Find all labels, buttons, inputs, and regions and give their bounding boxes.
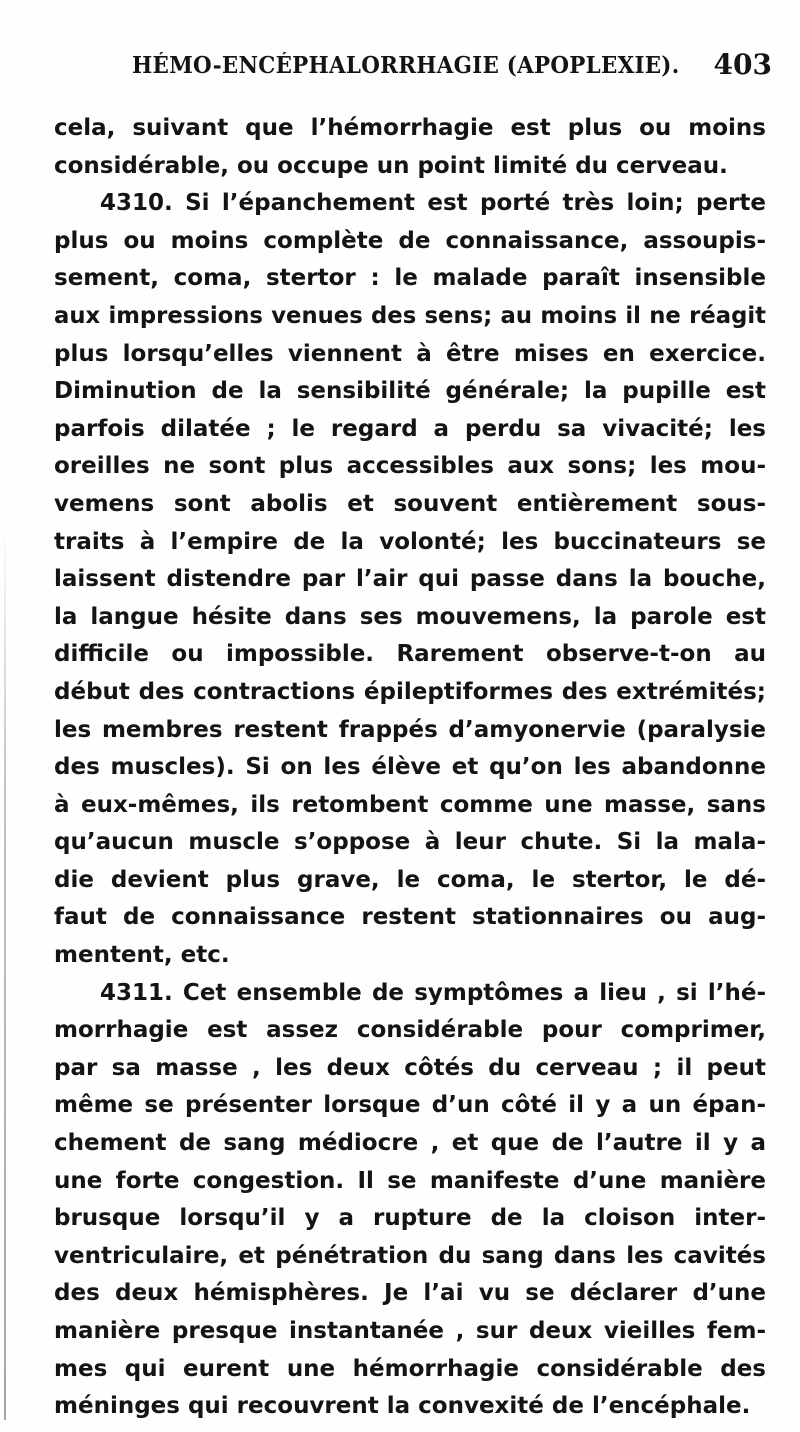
page-number: 403 bbox=[713, 48, 772, 81]
text-line: mes qui eurent une hémorrhagie considérable des bbox=[54, 1355, 766, 1382]
text-line: cela, suivant que l’hémorrhagie est plus ou moins bbox=[54, 115, 766, 141]
text-line: parfois dilatée ; le regard a perdu sa vivacité; les bbox=[54, 415, 766, 442]
text-line: les membres restent frappés d’amyonervie (paralysie bbox=[54, 716, 766, 743]
text-line: qu’aucun muscle s’oppose à leur chute. Si la mala- bbox=[54, 829, 766, 856]
text-line: des deux hémisphères. Je l’ai vu se déclarer d’une bbox=[54, 1280, 766, 1307]
paragraph-start-4311: 4311. Cet ensemble de symptômes a lieu , si l’hé- bbox=[100, 979, 766, 1006]
text-line: traits à l’empire de la volonté; les buccinateurs se bbox=[54, 528, 766, 555]
text-line: début des contractions épileptiformes des extrémités; bbox=[54, 678, 766, 705]
text-line: brusque lorsqu’il y a rupture de la cloison inter- bbox=[54, 1205, 766, 1232]
text-line: Diminution de la sensibilité générale; la pupille est bbox=[54, 378, 766, 405]
text-line: des muscles). Si on les élève et qu’on les abandonne bbox=[54, 754, 766, 781]
text-line: considérable, ou occupe un point limité du cerveau. bbox=[54, 152, 728, 179]
body-text bbox=[54, 110, 766, 1426]
text-line: même se présenter lorsque d’un côté il y a un épan- bbox=[54, 1092, 766, 1119]
text-line: oreilles ne sont plus accessibles aux sons; les mou- bbox=[54, 453, 766, 480]
text-line: mentent, etc. bbox=[54, 942, 230, 969]
text-line: chement de sang médiocre , et que de l’autre il y a bbox=[54, 1130, 766, 1157]
page-edge-shadow bbox=[4, 520, 6, 1420]
paragraph-start-4310: 4310. Si l’épanchement est porté très loin; perte bbox=[100, 190, 766, 217]
text-line: méninges qui recouvrent la convexité de l’encéphale. bbox=[54, 1393, 751, 1420]
text-line: die devient plus grave, le coma, le stertor, le dé- bbox=[54, 866, 766, 893]
text-line: sement, coma, stertor : le malade paraît insensible bbox=[54, 265, 766, 292]
text-line: plus ou moins complète de connaissance, assoupis- bbox=[54, 227, 766, 254]
text-line: difficile ou impossible. Rarement observe-t-on au bbox=[54, 641, 766, 668]
text-line: à eux-mêmes, ils retombent comme une masse, sans bbox=[54, 791, 766, 818]
text-line: ventriculaire, et pénétration du sang dans les cavités bbox=[54, 1242, 766, 1269]
text-line: la langue hésite dans ses mouvemens, la parole est bbox=[54, 603, 766, 630]
text-line: plus lorsqu’elles viennent à être mises en exercice. bbox=[54, 340, 766, 367]
text-line: morrhagie est assez considérable pour comprimer, bbox=[54, 1017, 766, 1044]
text-line: manière presque instantanée , sur deux vieilles fem- bbox=[54, 1318, 766, 1344]
text-line: laissent distendre par l’air qui passe dans la bouche, bbox=[54, 566, 766, 593]
page-header bbox=[132, 48, 772, 92]
text-line: faut de connaissance restent stationnaires ou aug- bbox=[54, 904, 766, 931]
text-line: une forte congestion. Il se manifeste d’une manière bbox=[54, 1167, 766, 1194]
text-line: vemens sont abolis et souvent entièrement sous- bbox=[54, 490, 766, 517]
text-line: aux impressions venues des sens; au moins il ne réagit bbox=[54, 302, 766, 329]
running-title: HÉMO-ENCÉPHALORRHAGIE (APOPLEXIE). bbox=[132, 52, 680, 79]
text-line: par sa masse , les deux côtés du cerveau ; il peut bbox=[54, 1054, 766, 1081]
